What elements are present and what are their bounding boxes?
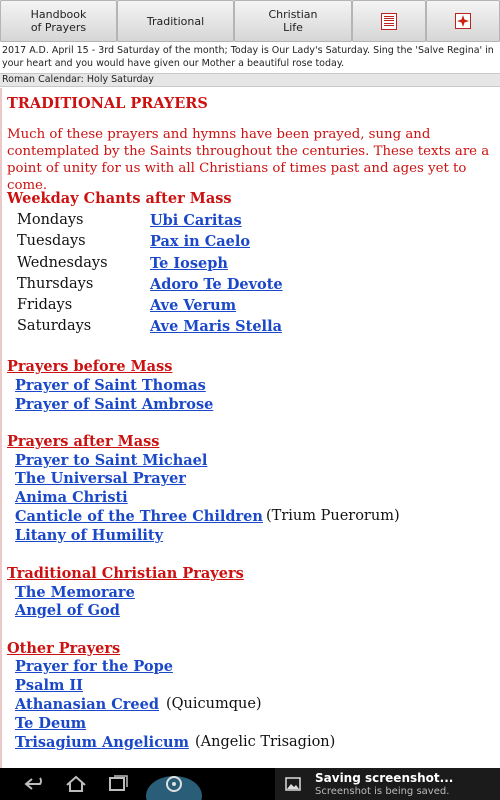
prayer-link[interactable]: Trisagium Angelicum: [15, 734, 189, 751]
prayer-link[interactable]: Anima Christi: [15, 489, 128, 506]
prayer-link[interactable]: Prayer of Saint Thomas: [15, 377, 206, 394]
chant-link[interactable]: Ubi Caritas: [150, 212, 242, 229]
cross-icon: [455, 13, 471, 29]
day-label: Fridays: [17, 297, 73, 313]
roman-calendar: Roman Calendar: Holy Saturday: [0, 73, 500, 87]
notification-title: Saving screenshot...: [315, 771, 454, 785]
after-mass-heading: Prayers after Mass: [7, 433, 160, 450]
page-title: TRADITIONAL PRAYERS: [7, 95, 208, 112]
prayer-link[interactable]: The Memorare: [15, 584, 135, 601]
top-tab-bar: [0, 0, 500, 42]
prayer-link[interactable]: The Universal Prayer: [15, 470, 186, 487]
day-label: Mondays: [17, 212, 84, 228]
recent-apps-icon[interactable]: [104, 774, 132, 794]
tab-traditional[interactable]: [117, 0, 234, 42]
chant-link[interactable]: Ave Verum: [150, 297, 237, 314]
weekday-chants-heading: Weekday Chants after Mass: [7, 190, 232, 207]
cross-button[interactable]: [426, 0, 500, 42]
other-prayers-heading: Other Prayers: [7, 640, 121, 657]
notification-subtitle: Screenshot is being saved.: [315, 786, 450, 797]
chant-link[interactable]: Adoro Te Devote: [150, 276, 283, 293]
tab-handbook-of-prayers[interactable]: [0, 0, 117, 42]
prayer-link[interactable]: Prayer for the Pope: [15, 658, 173, 675]
app-drawer-icon[interactable]: [144, 768, 204, 800]
prayer-link[interactable]: Litany of Humility: [15, 527, 164, 544]
tab-christian-label: Christian Life: [268, 8, 318, 34]
prayer-link[interactable]: Psalm II: [15, 677, 83, 694]
intro-text: Much of these prayers and hymns have been prayed, sung and contemplated by the Saints throughout the centuries. These texts are a point of unity for us with all Christians of times past and ages yet to come.: [7, 127, 490, 193]
home-icon[interactable]: [62, 774, 90, 794]
list-button[interactable]: [352, 0, 426, 42]
tab-traditional-label: Traditional: [146, 14, 205, 28]
image-icon: [285, 776, 301, 792]
screenshot-notification[interactable]: [275, 768, 500, 800]
tab-christian-life[interactable]: [234, 0, 352, 42]
tab-handbook-label: Handbook of Prayers: [30, 8, 87, 34]
list-icon: [381, 13, 397, 30]
day-label: Wednesdays: [17, 255, 108, 271]
chant-link[interactable]: Pax in Caelo: [150, 233, 251, 250]
prayer-link[interactable]: Athanasian Creed: [15, 696, 159, 713]
prayer-link[interactable]: Prayer of Saint Ambrose: [15, 396, 214, 413]
christian-prayers-heading: Traditional Christian Prayers: [7, 565, 244, 582]
back-icon[interactable]: [22, 774, 50, 794]
prayer-link[interactable]: Prayer to Saint Michael: [15, 452, 208, 469]
prayer-link[interactable]: Te Deum: [15, 715, 87, 732]
chant-link[interactable]: Ave Maris Stella: [150, 318, 282, 335]
canticle-note: (Trium Puerorum): [266, 508, 400, 524]
prayer-link[interactable]: Angel of God: [15, 602, 120, 619]
day-label: Thursdays: [17, 276, 94, 292]
prayer-link[interactable]: Canticle of the Three Children: [15, 508, 263, 525]
athanasian-note: (Quicumque): [166, 696, 262, 712]
daily-info: 2017 A.D. April 15 - 3rd Saturday of the month; Today is Our Lady's Saturday. Sing the 'Salve Regina' in your heart and you would have given our Mother a beautiful rose today.: [0, 42, 500, 73]
day-label: Saturdays: [17, 318, 92, 334]
trisagium-note: (Angelic Trisagion): [195, 734, 336, 750]
before-mass-heading: Prayers before Mass: [7, 358, 173, 375]
day-label: Tuesdays: [17, 233, 86, 249]
chant-link[interactable]: Te Ioseph: [150, 255, 228, 272]
prayers-content: [0, 88, 500, 768]
